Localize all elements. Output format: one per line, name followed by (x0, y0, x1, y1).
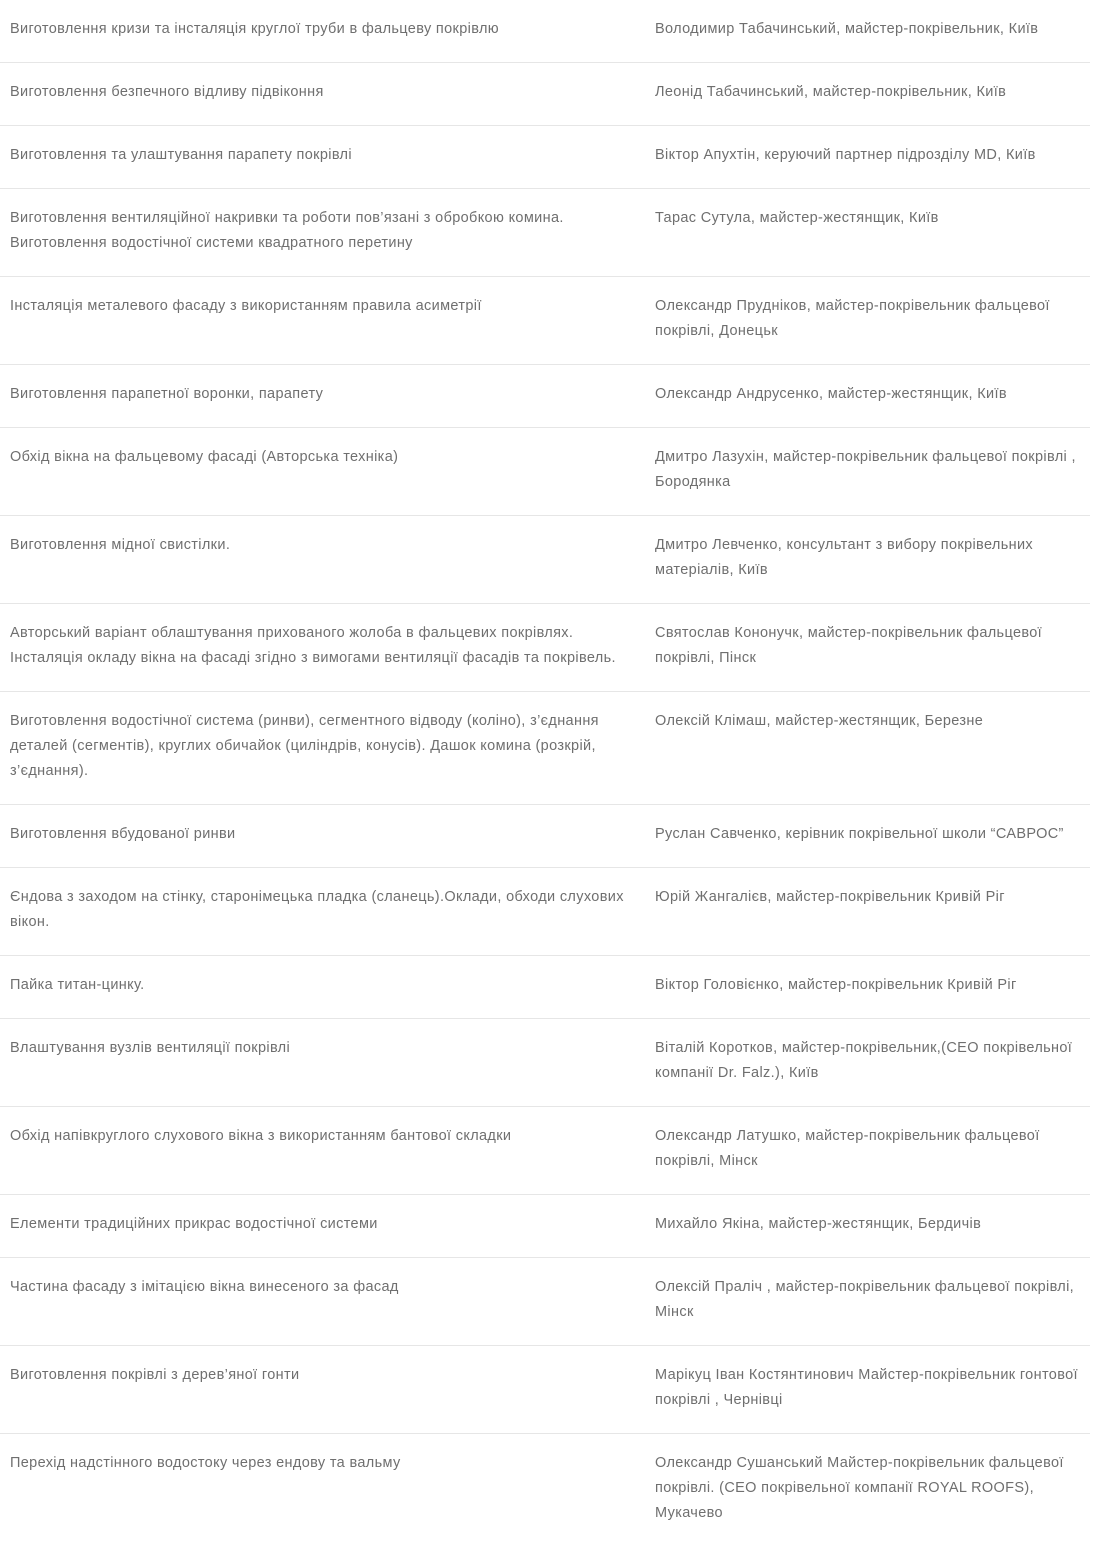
author-cell: Марікуц Іван Костянтинович Майстер-покрівельник гонтової покрівлі , Чернівці (655, 1367, 1078, 1408)
topic-cell: Виготовлення парапетної воронки, парапету (10, 386, 324, 402)
author-cell: Олександр Андрусенко, майстер-жестянщик, Київ (655, 386, 1007, 402)
topic-cell: Обхід вікна на фальцевому фасаді (Авторська техніка) (10, 449, 399, 465)
topic-cell: Виготовлення покрівлі з дерев’яної гонти (10, 1367, 300, 1383)
author-cell: Руслан Савченко, керівник покрівельної школи “САВРОС” (655, 826, 1064, 842)
topic-cell: Обхід напівкруглого слухового вікна з використанням бантової складки (10, 1128, 512, 1144)
table-row (0, 692, 1090, 805)
topic-cell: Виготовлення безпечного відливу підвіконня (10, 84, 324, 100)
author-cell: Олексій Праліч , майстер-покрівельник фальцевої покрівлі, Мінск (655, 1279, 1075, 1320)
topic-cell: Елементи традиційних прикрас водостічної системи (10, 1216, 378, 1232)
topic-cell: Виготовлення та улаштування парапету покрівлі (10, 147, 352, 163)
topic-cell: Авторський варіант облаштування прихованого жолоба в фальцевих покрівлях. Інсталяція окладу вікна на фасаді згідно з вимогами вентиляції фасадів та покрівель. (10, 625, 616, 666)
table-row (0, 277, 1090, 365)
author-cell: Святослав Кононучк, майстер-покрівельник фальцевої покрівлі, Пінск (655, 625, 1043, 666)
table-row (0, 956, 1090, 1019)
author-cell: Олексій Клімаш, майстер-жестянщик, Березне (655, 713, 984, 729)
author-cell: Віктор Головієнко, майстер-покрівельник Кривій Ріг (655, 977, 1017, 993)
author-cell: Олександр Сушанський Майстер-покрівельник фальцевої покрівлі. (CEO покрівельної компанії ROYAL ROOFS), Мукачево (655, 1455, 1064, 1521)
table-row (0, 1107, 1090, 1195)
table-row (0, 126, 1090, 189)
author-cell: Дмитро Левченко, консультант з вибору покрівельних матеріалів, Київ (655, 537, 1034, 578)
author-cell: Михайло Якіна, майстер-жестянщик, Бердичів (655, 1216, 982, 1232)
table-row (0, 428, 1090, 516)
topic-cell: Виготовлення водостічної система (ринви), сегментного відводу (коліно), з’єднання деталей (сегментів), круглих обичайок (циліндрів, конусів). Дашок комина (розкрій, з’єднання). (10, 713, 599, 779)
table-row (0, 516, 1090, 604)
topic-cell: Виготовлення мідної свистілки. (10, 537, 231, 553)
table-row (0, 189, 1090, 277)
author-cell: Олександр Латушко, майстер-покрівельник фальцевої покрівлі, Мінск (655, 1128, 1040, 1169)
topic-cell: Пайка титан-цинку. (10, 977, 145, 993)
table-row (0, 1195, 1090, 1258)
topic-cell: Перехід надстінного водостоку через ендову та вальму (10, 1455, 401, 1471)
table-row (0, 365, 1090, 428)
table-row (0, 63, 1090, 126)
topic-cell: Виготовлення кризи та інсталяція круглої труби в фальцеву покрівлю (10, 21, 499, 37)
table-row (0, 1258, 1090, 1346)
table-row (0, 0, 1090, 63)
table-row (0, 805, 1090, 868)
author-cell: Тарас Сутула, майстер-жестянщик, Київ (655, 210, 939, 226)
author-cell: Дмитро Лазухін, майстер-покрівельник фальцевої покрівлі , Бородянка (655, 449, 1076, 490)
topic-cell: Влаштування вузлів вентиляції покрівлі (10, 1040, 291, 1056)
topic-cell: Виготовлення вентиляційної накривки та роботи пов’язані з обробкою комина. Виготовлення водостічної системи квадратного перетину (10, 210, 564, 251)
table-row (0, 1346, 1090, 1434)
author-cell: Володимир Табачинський, майстер-покрівельник, Київ (655, 21, 1039, 37)
author-cell: Віктор Апухтін, керуючий партнер підрозділу MD, Київ (655, 147, 1036, 163)
topic-cell: Єндова з заходом на стінку, старонімецька пладка (сланець).Оклади, обходи слухових вікон. (10, 889, 624, 930)
author-cell: Юрій Жангалієв, майстер-покрівельник Кривій Ріг (655, 889, 1005, 905)
topic-cell: Виготовлення вбудованої ринви (10, 826, 236, 842)
topic-cell: Інсталяція металевого фасаду з використанням правила асиметрії (10, 298, 482, 314)
table-row (0, 868, 1090, 956)
table-row (0, 1434, 1090, 1546)
table-row (0, 604, 1090, 692)
author-cell: Леонід Табачинський, майстер-покрівельник, Київ (655, 84, 1007, 100)
table-row (0, 1019, 1090, 1107)
author-cell: Віталій Коротков, майстер-покрівельник,(CEO покрівельної компанії Dr. Falz.), Київ (655, 1040, 1073, 1081)
author-cell: Олександр Прудніков, майстер-покрівельник фальцевої покрівлі, Донецьк (655, 298, 1050, 339)
topic-cell: Частина фасаду з імітацією вікна винесеного за фасад (10, 1279, 399, 1295)
